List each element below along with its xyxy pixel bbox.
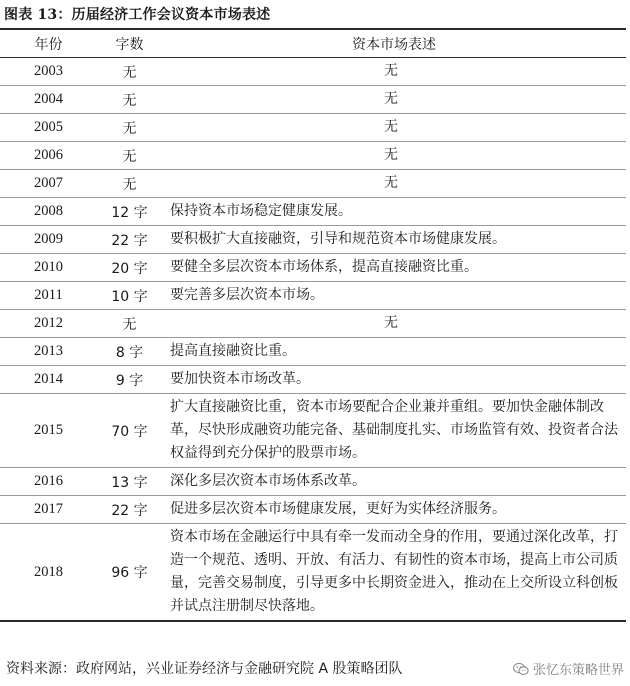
wechat-icon: [513, 662, 529, 676]
table-row: [0, 310, 626, 338]
table-row: [0, 142, 626, 170]
description-cell: 要加快资本市场改革。: [162, 366, 626, 394]
year-cell: 2016: [0, 468, 97, 496]
year-cell: 2017: [0, 496, 97, 524]
description-cell: 要完善多层次资本市场。: [162, 282, 626, 310]
description-cell: 要健全多层次资本市场体系，提高直接融资比重。: [162, 254, 626, 282]
year-cell: 2007: [0, 170, 97, 198]
figure-title: 图表 13：历届经济工作会议资本市场表述: [4, 7, 271, 23]
count-cell: 70 字: [97, 394, 162, 468]
table-row: [0, 198, 626, 226]
description-cell: 无: [162, 58, 626, 86]
title-rule: [0, 28, 626, 30]
count-cell: 8 字: [97, 338, 162, 366]
watermark-text: 张忆东策略世界: [532, 663, 624, 678]
table-row: [0, 58, 626, 86]
count-cell: 12 字: [97, 198, 162, 226]
table-row: [0, 86, 626, 114]
count-cell: 无: [97, 310, 162, 338]
description-cell: 无: [162, 142, 626, 170]
year-cell: 2004: [0, 86, 97, 114]
description-cell: 保持资本市场稳定健康发展。: [162, 198, 626, 226]
source-note: 资料来源：政府网站，兴业证券经济与金融研究院 A 股策略团队: [6, 661, 403, 677]
year-cell: 2006: [0, 142, 97, 170]
description-cell: 扩大直接融资比重，资本市场要配合企业兼并重组。要加快金融体制改革，尽快形成融资功能完备、基础制度扎实、市场监管有效、投资者合法权益得到充分保护的股票市场。: [162, 394, 626, 468]
year-cell: 2005: [0, 114, 97, 142]
count-cell: 无: [97, 170, 162, 198]
table-row: [0, 366, 626, 394]
table-row: [0, 338, 626, 366]
year-cell: 2015: [0, 394, 97, 468]
year-cell: 2013: [0, 338, 97, 366]
description-cell: 提高直接融资比重。: [162, 338, 626, 366]
year-cell: 2003: [0, 58, 97, 86]
count-cell: 9 字: [97, 366, 162, 394]
count-cell: 96 字: [97, 524, 162, 622]
count-cell: 20 字: [97, 254, 162, 282]
description-cell: 要积极扩大直接融资，引导和规范资本市场健康发展。: [162, 226, 626, 254]
table-row: [0, 254, 626, 282]
table-header-row: [0, 31, 626, 58]
description-cell: 促进多层次资本市场健康发展，更好为实体经济服务。: [162, 496, 626, 524]
count-cell: 10 字: [97, 282, 162, 310]
table-row: [0, 282, 626, 310]
year-cell: 2010: [0, 254, 97, 282]
year-cell: 2008: [0, 198, 97, 226]
table-row: [0, 226, 626, 254]
header-count: 字数: [97, 31, 162, 58]
description-cell: 无: [162, 170, 626, 198]
year-cell: 2012: [0, 310, 97, 338]
count-cell: 无: [97, 142, 162, 170]
count-cell: 13 字: [97, 468, 162, 496]
description-cell: 无: [162, 114, 626, 142]
description-cell: 无: [162, 86, 626, 114]
table-row: [0, 170, 626, 198]
year-cell: 2018: [0, 524, 97, 622]
count-cell: 无: [97, 114, 162, 142]
table-row: [0, 394, 626, 468]
table-row: [0, 524, 626, 622]
table-row: [0, 114, 626, 142]
table-row: [0, 496, 626, 524]
capital-market-table: [0, 31, 626, 622]
year-cell: 2009: [0, 226, 97, 254]
count-cell: 无: [97, 58, 162, 86]
header-year: 年份: [0, 31, 97, 58]
year-cell: 2011: [0, 282, 97, 310]
header-description: 资本市场表述: [162, 31, 626, 58]
description-cell: 无: [162, 310, 626, 338]
description-cell: 资本市场在金融运行中具有牵一发而动全身的作用，要通过深化改革，打造一个规范、透明、开放、有活力、有韧性的资本市场，提高上市公司质量，完善交易制度，引导更多中长期资金进入，推动在上交所设立科创板并试点注册制尽快落地。: [162, 524, 626, 622]
description-cell: 深化多层次资本市场体系改革。: [162, 468, 626, 496]
watermark: [513, 659, 624, 678]
count-cell: 22 字: [97, 496, 162, 524]
year-cell: 2014: [0, 366, 97, 394]
count-cell: 22 字: [97, 226, 162, 254]
table-row: [0, 468, 626, 496]
count-cell: 无: [97, 86, 162, 114]
